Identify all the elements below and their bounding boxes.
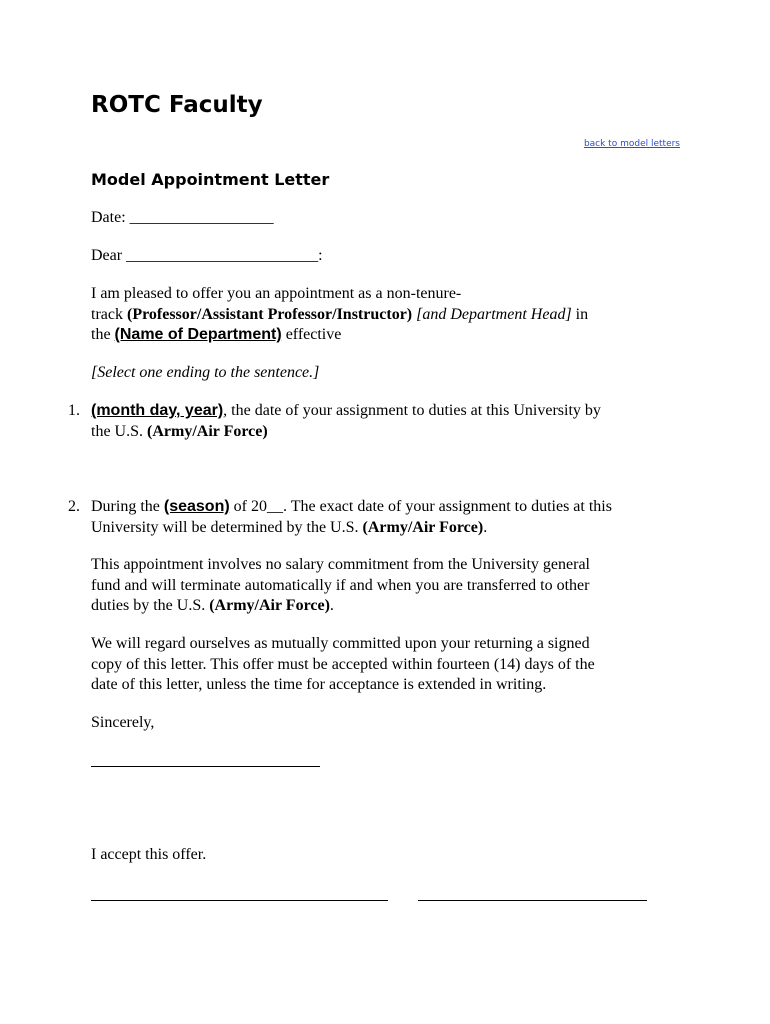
- closing: Sincerely,: [91, 714, 155, 731]
- offer-line-2-pre: track: [91, 305, 127, 323]
- salary-line-3: [91, 596, 590, 617]
- letter-heading: Model Appointment Letter: [91, 170, 330, 189]
- item-2-text-a: of 20__. The exact date of your assignment to duties at this: [229, 498, 612, 515]
- salary-line-2: fund and will terminate automatically if and when you are transferred to other: [91, 576, 590, 594]
- dept-head-note: [and Department Head]: [412, 305, 572, 323]
- salary-paragraph: [91, 555, 590, 617]
- commit-line-3: date of this letter, unless the time for acceptance is extended in writing.: [91, 676, 547, 693]
- commit-line-1: We will regard ourselves as mutually committed upon your returning a signed: [91, 635, 590, 652]
- salary-line-3-post: .: [329, 597, 334, 614]
- item-2-text-b-pre: University will be determined by the U.S.: [91, 518, 363, 536]
- item-1-line-2: [91, 422, 601, 443]
- item-2-number: 2.: [68, 498, 80, 515]
- select-note: [Select one ending to the sentence.]: [91, 364, 320, 381]
- offer-line-2: [91, 305, 588, 326]
- date-placeholder: (month day, year): [91, 402, 224, 419]
- branch-placeholder: (Army/Air Force): [209, 597, 330, 614]
- item-1-line-1: [91, 401, 601, 422]
- salary-line-3-pre: duties by the U.S.: [91, 597, 210, 614]
- offer-line-3: [91, 325, 588, 346]
- item-1-text-a: , the date of your assignment to duties at this University by: [223, 402, 601, 419]
- item-2-line-2: [91, 518, 612, 539]
- date-line: Date: __________________: [91, 209, 274, 226]
- salary-line-1: This appointment involves no salary commitment from the University general: [91, 556, 590, 573]
- offer-line-1: I am pleased to offer you an appointment as a non-tenure-: [91, 285, 462, 302]
- acceptance-text: I accept this offer.: [91, 846, 207, 863]
- signature-line: [91, 766, 320, 767]
- item-1-number: 1.: [68, 402, 80, 419]
- item-2-pre: During the: [91, 498, 164, 515]
- acceptance-signature-line: [91, 900, 388, 901]
- rank-placeholder: (Professor/Assistant Professor/Instructor): [126, 305, 413, 323]
- commitment-paragraph: [91, 634, 595, 696]
- item-2-line-1: [91, 497, 612, 518]
- item-2-text-b-post: .: [483, 518, 488, 536]
- offer-paragraph: [91, 284, 588, 346]
- salutation-line: Dear ________________________:: [91, 247, 323, 264]
- item-1: [91, 401, 601, 442]
- branch-placeholder: (Army/Air Force): [362, 518, 484, 536]
- commit-line-2: copy of this letter. This offer must be accepted within fourteen (14) days of the: [91, 655, 595, 673]
- item-1-text-b-pre: the U.S.: [91, 422, 147, 440]
- offer-line-3-pre: the: [91, 326, 115, 343]
- acceptance-date-line: [418, 900, 647, 901]
- department-placeholder: (Name of Department): [114, 326, 282, 343]
- offer-line-3-post: effective: [281, 326, 342, 343]
- branch-placeholder: (Army/Air Force): [147, 422, 268, 440]
- back-to-model-letters-link[interactable]: back to model letters: [583, 139, 680, 149]
- page-title: ROTC Faculty: [91, 92, 263, 118]
- item-2: [91, 497, 612, 538]
- offer-line-2-post: in: [571, 305, 589, 323]
- season-placeholder: (season): [163, 498, 230, 515]
